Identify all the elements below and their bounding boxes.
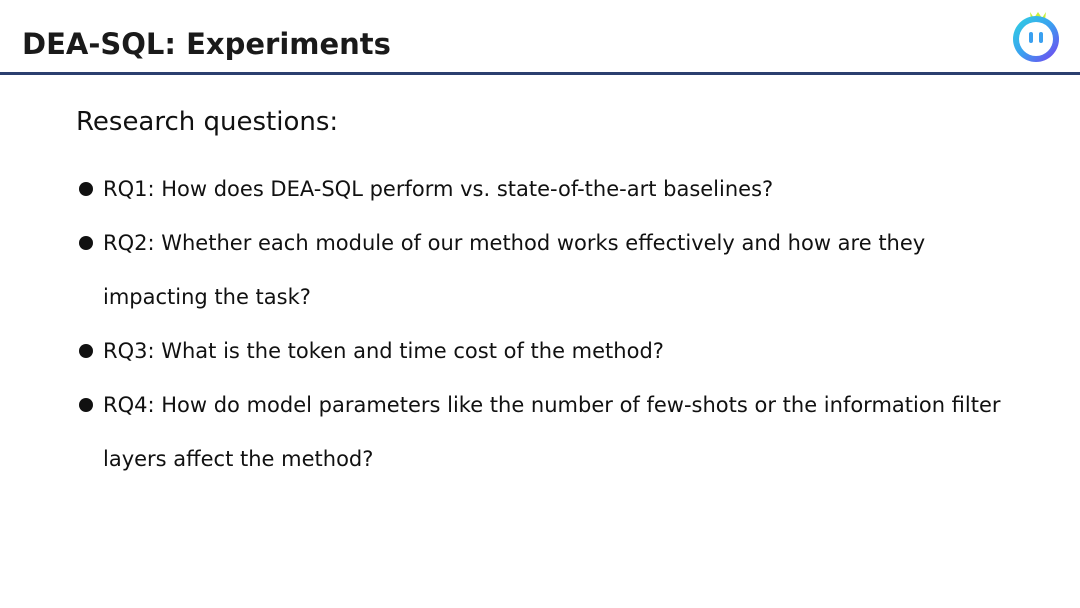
rq3-text: RQ3: What is the token and time cost of the method? (103, 339, 664, 363)
rq2-text: RQ2: Whether each module of our method works effectively and how are they impacting the task? (103, 231, 926, 309)
list-item-rq4 (76, 378, 1036, 486)
slide-title: DEA-SQL: Experiments (22, 27, 391, 61)
smiley-logo-icon (1008, 6, 1064, 64)
rq4-text: RQ4: How do model parameters like the number of few-shots or the information filter layers affect the method? (103, 393, 1001, 471)
research-questions-heading: Research questions: (76, 107, 339, 137)
research-questions-list (76, 162, 1036, 486)
list-item-rq2 (76, 216, 1036, 324)
slide-content (76, 100, 1036, 486)
bullet-icon (79, 236, 93, 250)
slide-header (0, 0, 1080, 76)
bullet-icon (79, 182, 93, 196)
list-item-rq3 (76, 324, 1036, 378)
title-divider (0, 72, 1080, 75)
list-item-rq1 (76, 162, 1036, 216)
rq1-text: RQ1: How does DEA-SQL perform vs. state-of-the-art baselines? (103, 177, 774, 201)
bullet-icon (79, 398, 93, 412)
bullet-icon (79, 344, 93, 358)
